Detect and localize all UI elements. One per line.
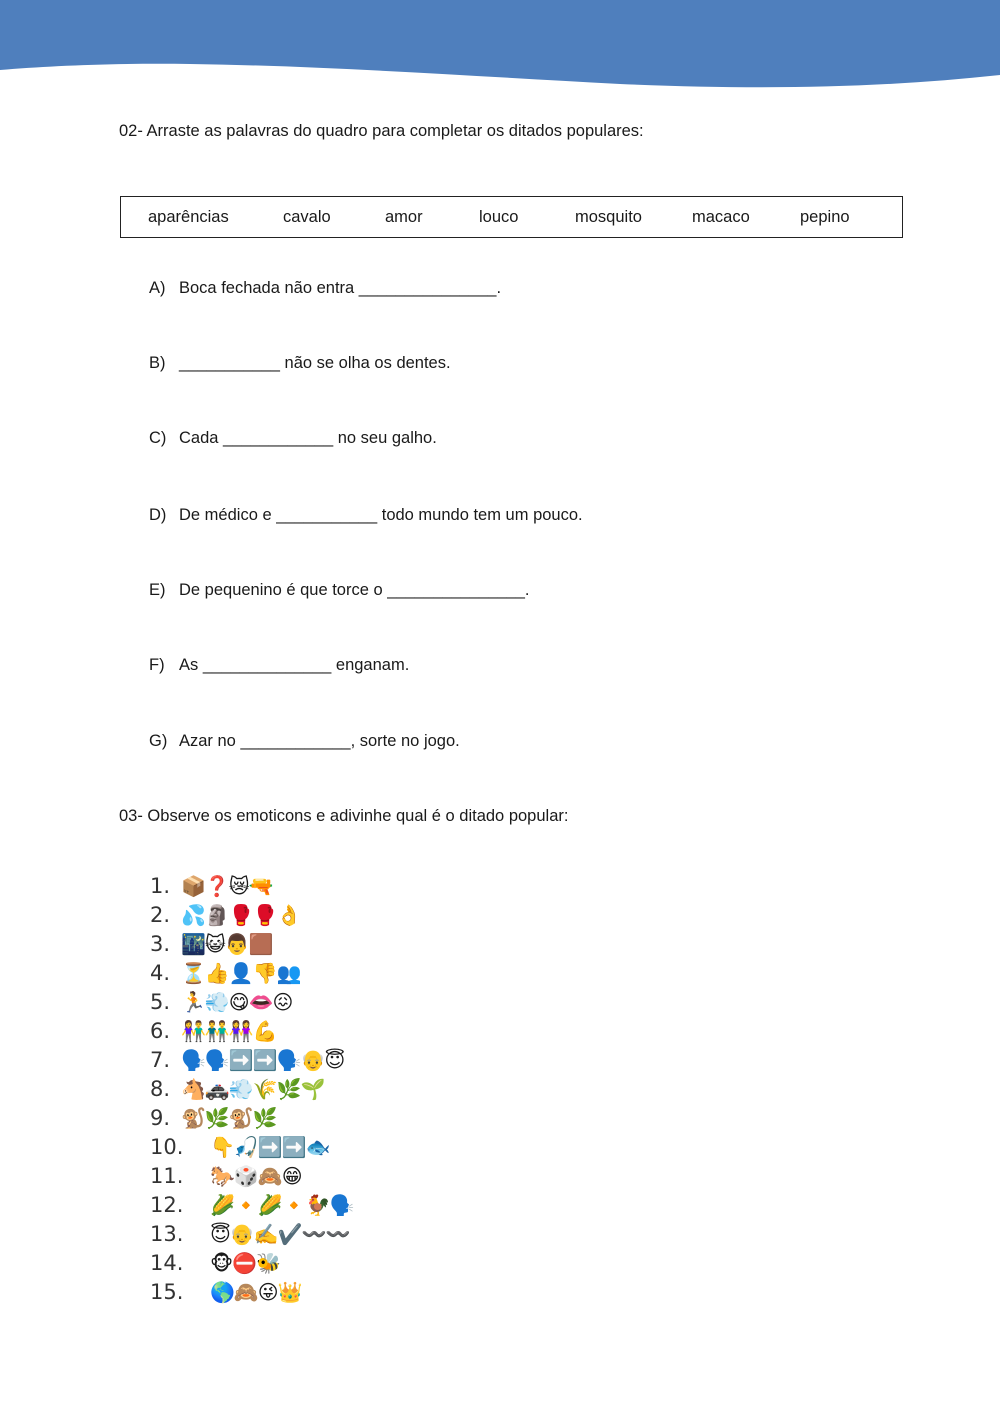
emoji-item-4 [150,959,301,988]
sentence-g [149,732,460,751]
emoji-sequence: 🌃😺👨🟫 [181,932,273,956]
emoji-sequence: 🐒🌿🐒🌿 [181,1106,277,1130]
item-number: 13. [150,1222,184,1246]
sentence-f [149,656,409,675]
item-number: 3. [150,932,171,956]
sentence-letter: A) [149,279,166,297]
emoji-sequence: 🐴🚓💨🌾🌿🌱 [181,1077,325,1101]
emoji-sequence: 😇👴✍️✔️〰️〰️ [210,1222,350,1246]
sentence-d [149,506,583,525]
sentence-letter: C) [149,429,167,447]
sentence-c [149,429,437,448]
emoji-sequence: 🌽🔸🌽🔸🐓🗣️ [210,1193,354,1217]
sentence-letter: E) [149,581,166,599]
item-number: 6. [150,1019,171,1043]
emoji-sequence: 🌎🙈😜👑 [210,1280,302,1304]
section-02-title: 02- Arraste as palavras do quadro para completar os ditados populares: [119,122,644,140]
word-chip-amor[interactable]: amor [385,208,423,226]
word-bank [120,196,903,238]
sentence-letter: D) [149,506,167,524]
item-number: 2. [150,903,171,927]
item-number: 11. [150,1164,184,1188]
emoji-sequence: 📦❓😿🔫 [181,874,273,898]
emoji-item-12 [150,1191,353,1220]
emoji-item-2 [150,901,301,930]
header-wave [0,0,1000,95]
emoji-item-5 [150,988,292,1017]
emoji-item-14 [150,1249,280,1278]
word-chip-pepino[interactable]: pepino [800,208,850,226]
item-number: 15. [150,1280,184,1304]
sentence-e [149,581,529,600]
sentence-text[interactable]: Boca fechada não entra _______________. [179,279,502,297]
item-number: 4. [150,961,171,985]
emoji-sequence: 🐵⛔🐝 [210,1251,280,1275]
emoji-sequence: 🗣️🗣️➡️➡️🗣️👴😇 [181,1048,345,1072]
emoji-sequence: ⏳👍👤👎👥 [181,961,301,985]
emoji-item-7 [150,1046,344,1075]
sentence-text[interactable]: Cada ____________ no seu galho. [179,429,437,447]
sentence-b [149,354,451,373]
item-number: 8. [150,1077,171,1101]
item-number: 14. [150,1251,184,1275]
word-chip-louco[interactable]: louco [479,208,519,226]
emoji-item-13 [150,1220,349,1249]
sentence-text[interactable]: Azar no ____________, sorte no jogo. [179,732,460,750]
sentence-letter: G) [149,732,168,750]
item-number: 5. [150,990,171,1014]
word-chip-macaco[interactable]: macaco [692,208,750,226]
emoji-item-8 [150,1075,324,1104]
word-chip-cavalo[interactable]: cavalo [283,208,331,226]
word-chip-aparencias[interactable]: aparências [148,208,229,226]
sentence-text[interactable]: De pequenino é que torce o _______________. [179,581,530,599]
emoji-item-15 [150,1278,302,1307]
item-number: 1. [150,874,171,898]
sentence-text[interactable]: ___________ não se olha os dentes. [179,354,451,372]
emoji-item-1 [150,872,273,901]
emoji-sequence: 👫👬👭💪 [181,1019,277,1043]
emoji-item-3 [150,930,273,959]
item-number: 9. [150,1106,171,1130]
emoji-sequence: 🐎🎲🙈😁 [210,1164,302,1188]
item-number: 10. [150,1135,184,1159]
emoji-item-10 [150,1133,330,1162]
item-number: 7. [150,1048,171,1072]
emoji-item-11 [150,1162,302,1191]
emoji-sequence: 👇🎣➡️➡️🐟 [210,1135,330,1159]
sentence-text[interactable]: As ______________ enganam. [179,656,410,674]
sentence-letter: B) [149,354,166,372]
emoji-item-9 [150,1104,277,1133]
section-03-title: 03- Observe os emoticons e adivinhe qual é o ditado popular: [119,807,569,825]
emoji-sequence: 💦🗿🥊🥊👌 [181,903,301,927]
item-number: 12. [150,1193,184,1217]
emoji-item-6 [150,1017,277,1046]
emoji-sequence: 🏃💨😋👄😖 [181,990,293,1014]
word-chip-mosquito[interactable]: mosquito [575,208,642,226]
sentence-letter: F) [149,656,165,674]
sentence-text[interactable]: De médico e ___________ todo mundo tem um pouco. [179,506,583,524]
sentence-a [149,279,501,298]
